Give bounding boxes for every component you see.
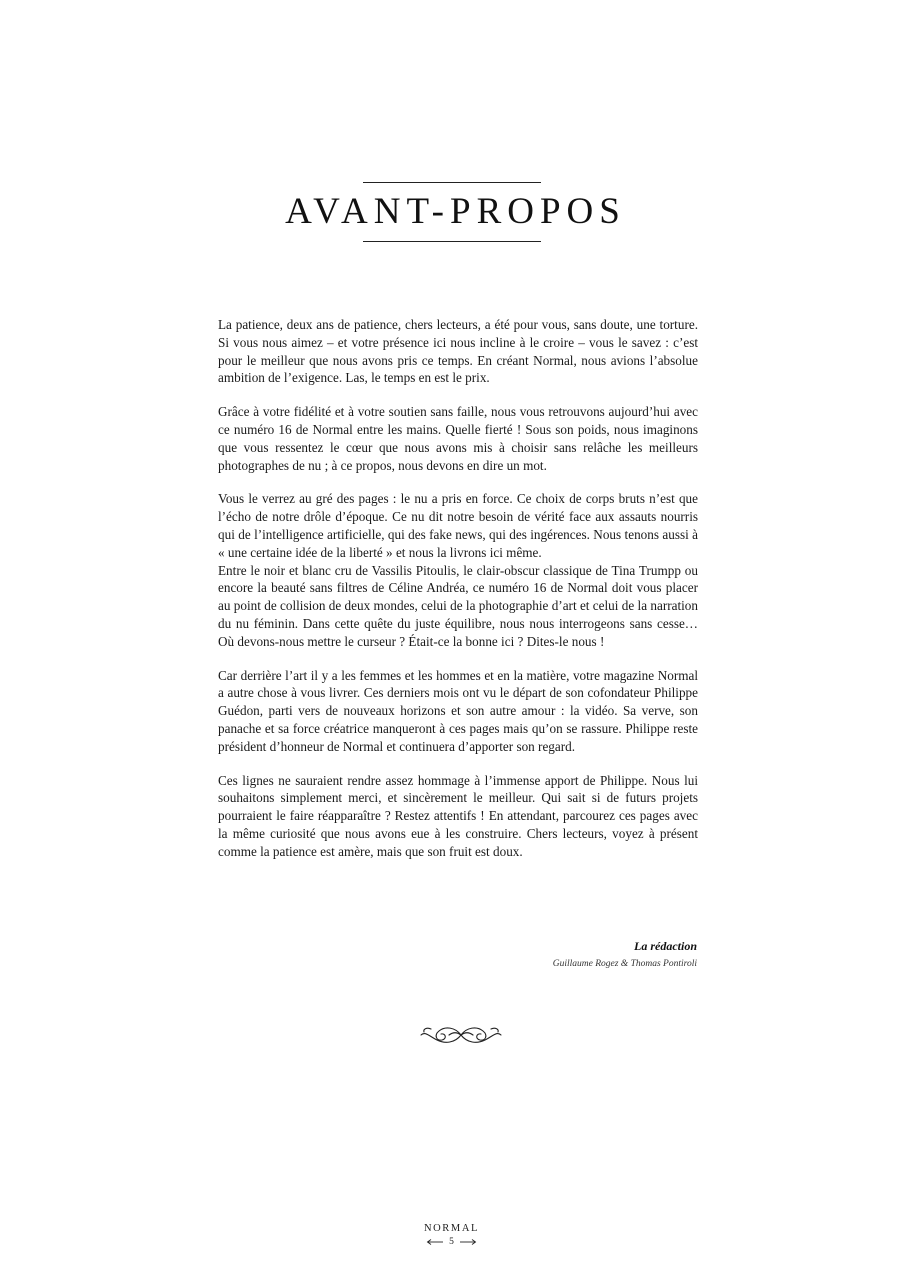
signature: [553, 938, 697, 971]
signature-title: La rédaction: [634, 939, 697, 953]
article-body: [218, 316, 698, 877]
paragraph-departure: Car derrière l’art il y a les femmes et les hommes et en la matière, votre magazine Normal a autre chose à vous livrer. Ces derniers mois ont vu le départ de son cofondateur Philippe Guédon, parti vers de nouveaux horizons et son autre amour : la vidéo. Sa verve, son panache et sa force créatrice manqueront à ces pages mais qu’on se rassure. Philippe reste président d’honneur de Normal et continuera d’apporter son regard.: [218, 667, 698, 754]
arrow-left-icon: [426, 1238, 444, 1246]
title-block: [0, 182, 903, 242]
paragraph-intro: La patience, deux ans de patience, chers lecteurs, a été pour vous, sans doute, une torture. Si vous nous aimez – et votre présence ici nous incline à le croire – vous le savez : c’est pour le meilleur que nous avons pris ce temps. En créant Normal, nous avions l’absolue ambition de l’exigence. Las, le temps en est le prix.: [218, 317, 698, 386]
signature-names: Guillaume Rogez & Thomas Pontiroli: [552, 959, 697, 969]
paragraph-photographers: Entre le noir et blanc cru de Vassilis Pitoulis, le clair-obscur classique de Tina Trumpp ou encore la beauté sans filtres de Céline Andréa, ce numéro 16 de Normal doit vous placer au point de collision de deux mondes, celui de la photographie d’art et celui de la narration du nu féminin. Dans cette quête du juste équilibre, nous nous interrogeons sans cesse… Où devons-nous mettre le curseur ? Était-ce la bonne ici ? Dites-le nous !: [218, 562, 698, 649]
paragraph-tribute: Ces lignes ne sauraient rendre assez hommage à l’immense apport de Philippe. Nous lui souhaitons simplement merci, et sincèrement le meilleur. Qui sait si de futurs projets pourraient le faire réapparaître ? Restez attentifs ! En attendant, parcourez ces pages avec la même curiosité que nous avons eue à les construire. Chers lecteurs, voyez à présent comme la patience est amère, mais que son fruit est doux.: [218, 772, 698, 859]
paragraph-fidelity: Grâce à votre fidélité et à votre soutien sans faille, nous vous retrouvons aujourd’hui avec ce numéro 16 de Normal entre les mains. Quelle fierté ! Sous son poids, nous imaginons que vous ressentez le cœur que nous avons mis à choisir sans relâche les meilleurs photographes de nu ; à ce propos, nous devons en dire un mot.: [218, 404, 698, 473]
flourish-ornament-icon: [419, 1023, 503, 1047]
footer-brand: NORMAL: [423, 1223, 480, 1234]
arrow-right-icon: [459, 1238, 477, 1246]
paragraph-nude: Vous le verrez au gré des pages : le nu a pris en force. Ce choix de corps bruts n’est que l’écho de notre drôle d’époque. Ce nu dit notre besoin de vérité face aux assauts nourris qui de l’intelligence artificielle, qui des fake news, qui des ingérences. Nous tenons aussi à « une certaine idée de la liberté » et nous la livrons ici même.: [218, 491, 698, 560]
footer-page-row: [0, 1236, 903, 1248]
title-bottom-rule: [363, 241, 541, 242]
page-title: AVANT-PROPOS: [285, 191, 626, 232]
page-number: 5: [449, 1237, 454, 1247]
page-footer: [0, 1222, 903, 1248]
